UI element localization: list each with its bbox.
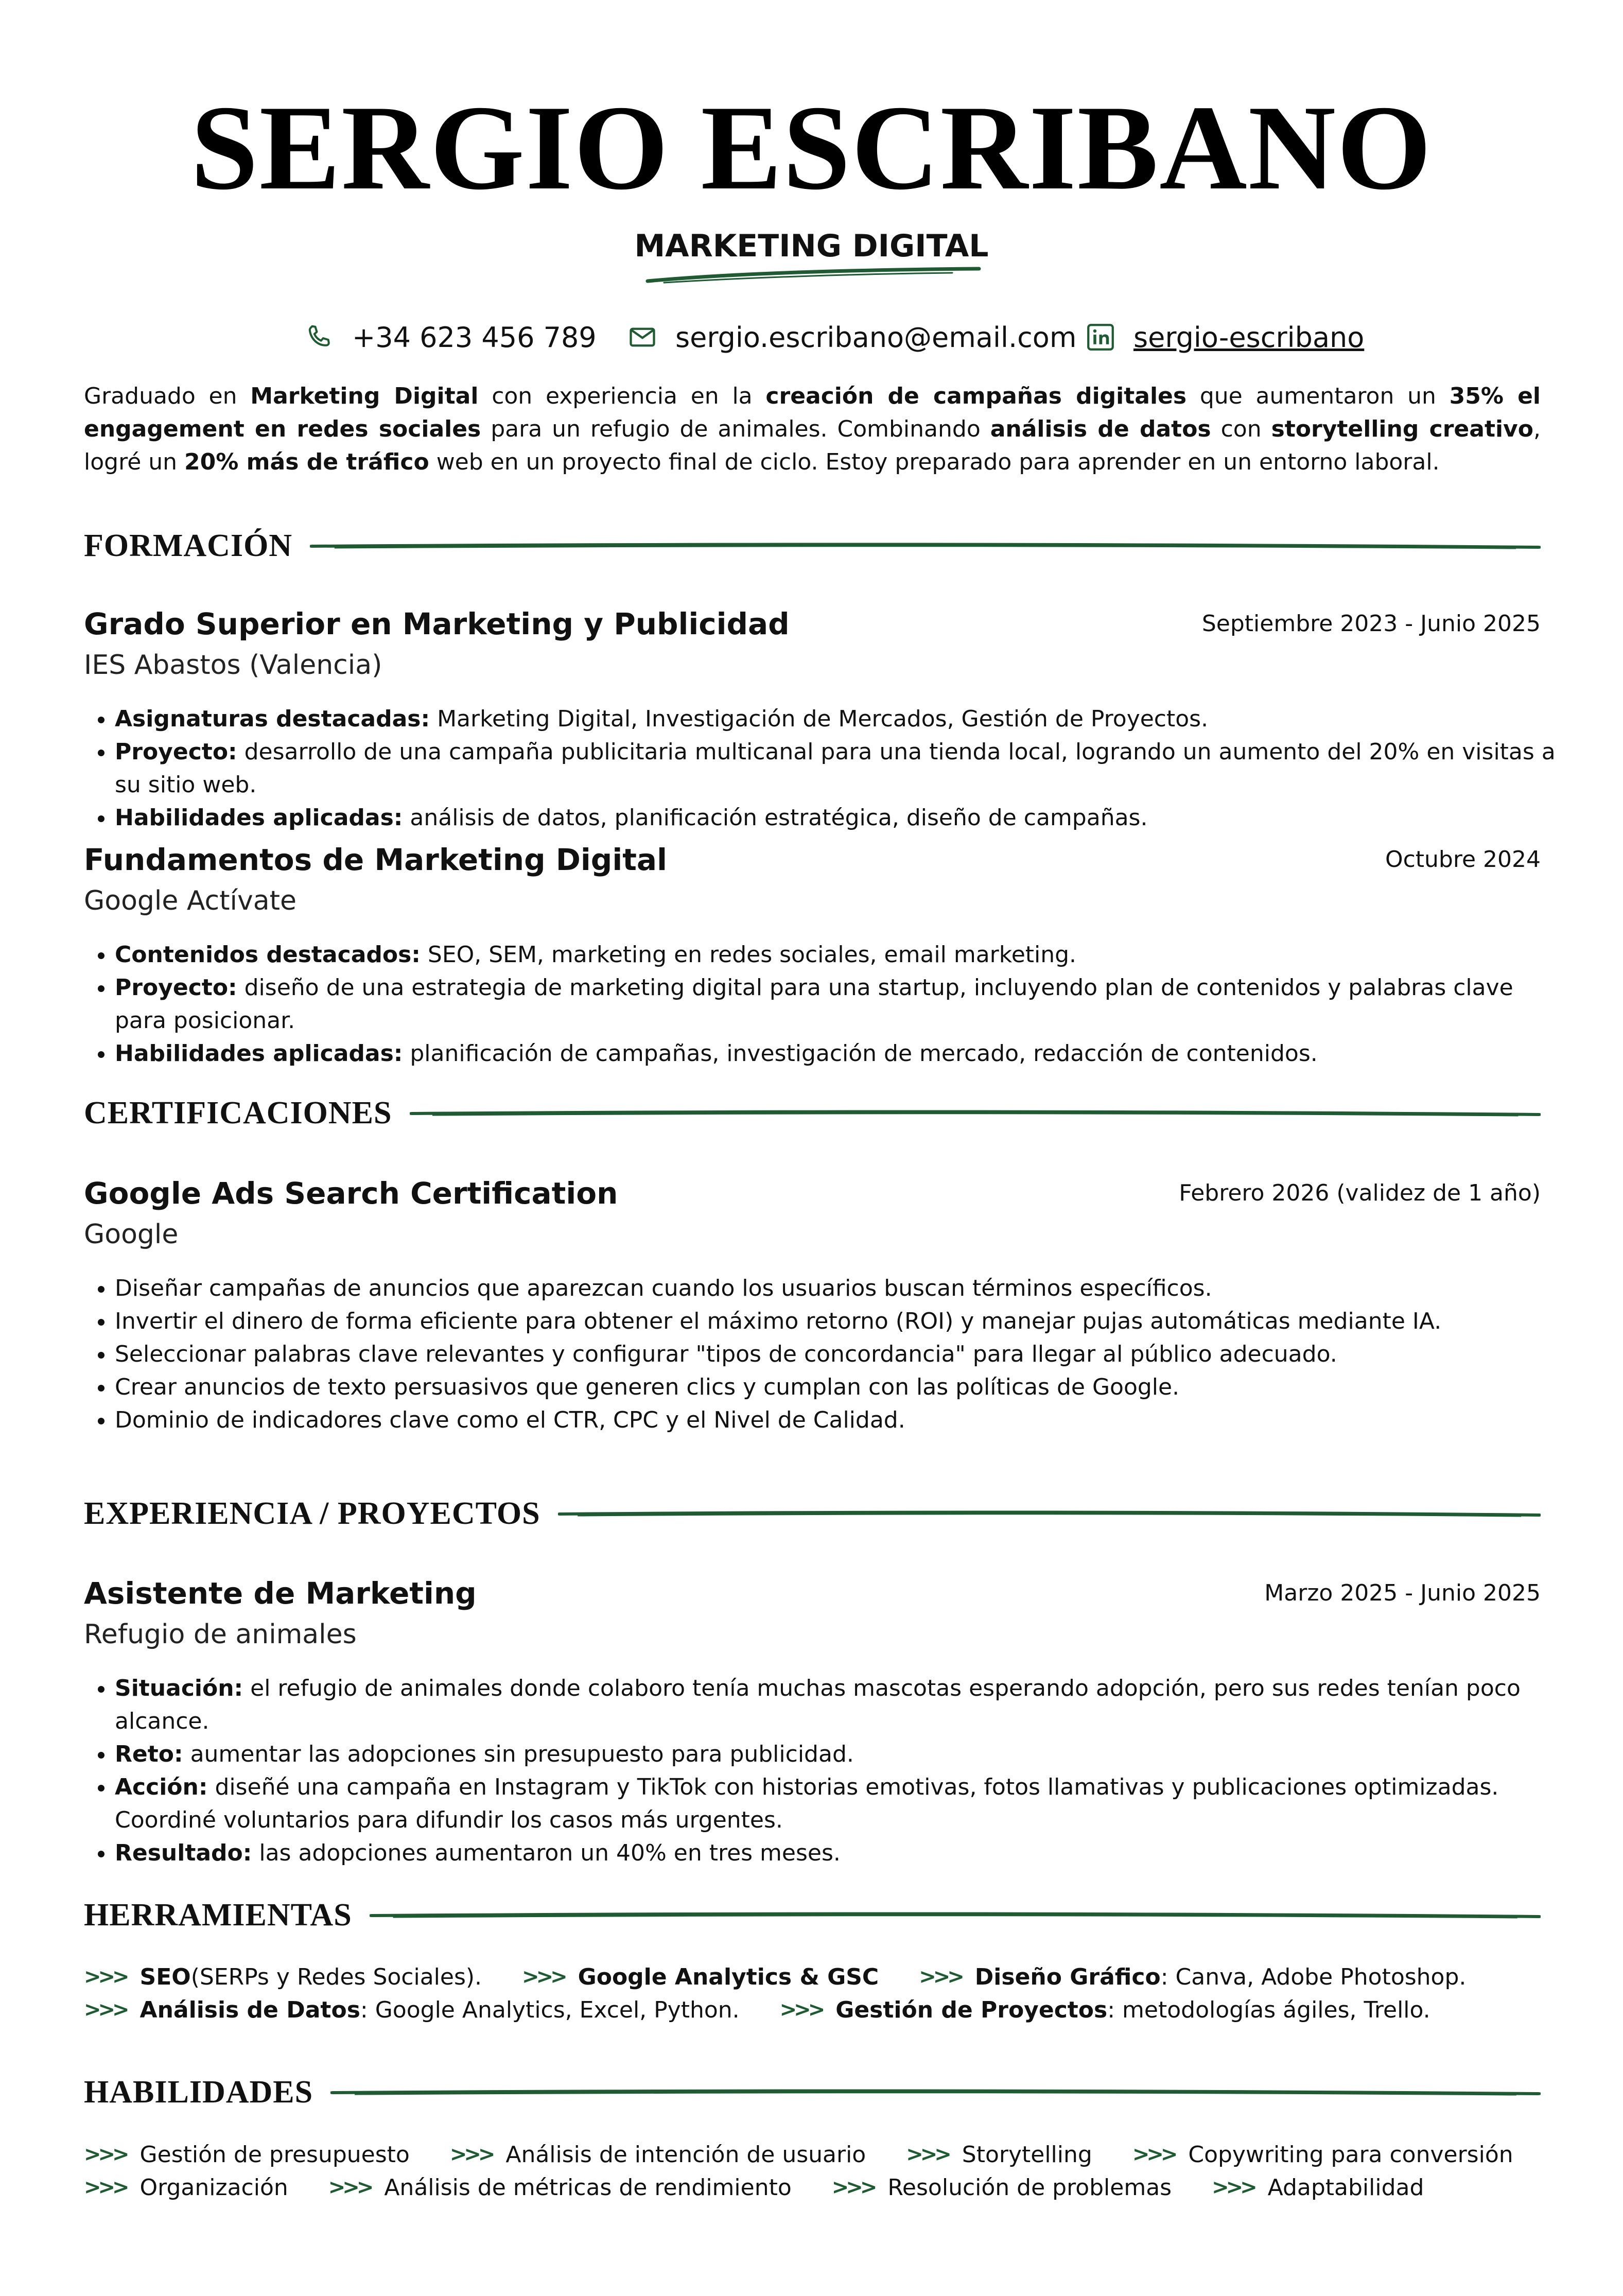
list-item: • Crear anuncios de texto persuasivos que generen clics y cumplan con las políticas de Google. xyxy=(115,1371,1572,1404)
section-herramientas xyxy=(84,1889,1541,1941)
entry-bullets xyxy=(84,938,1572,1070)
tool-item: >>> Gestión de Proyectos : metodologías ágiles, Trello. xyxy=(779,1996,1430,2023)
chevron-right-icon: >>> xyxy=(1212,2176,1254,2199)
role-underline xyxy=(643,266,983,286)
linkedin-link[interactable]: sergio-escribano xyxy=(1133,321,1365,354)
list-item: • Invertir el dinero de forma eficiente para obtener el máximo retorno (ROI) y manejar pujas automáticas mediante IA. xyxy=(115,1305,1572,1338)
brush-divider xyxy=(310,538,1541,553)
section-formacion xyxy=(84,520,1541,571)
entry-title: Google Ads Search Certification xyxy=(84,1176,618,1211)
list-item: • Acción: diseñé una campaña en Instagram y TikTok con historias emotivas, fotos llamativas y publicaciones optimizadas. Coordiné voluntarios para difundir los casos más urgentes. xyxy=(115,1771,1572,1837)
chevron-right-icon: >>> xyxy=(919,1965,962,1989)
section-certificaciones xyxy=(84,1087,1541,1139)
entry-title: Asistente de Marketing xyxy=(84,1576,477,1611)
entry-date: Septiembre 2023 - Junio 2025 xyxy=(1201,611,1541,637)
chevron-right-icon: >>> xyxy=(522,1965,565,1989)
contact-linkedin[interactable] xyxy=(1085,314,1364,360)
entry-date: Marzo 2025 - Junio 2025 xyxy=(1264,1580,1541,1606)
chevron-right-icon: >>> xyxy=(328,2176,371,2199)
section-habilidades xyxy=(84,2066,1541,2118)
entry-institution: Google Actívate xyxy=(84,885,297,916)
skill-item: >>> Adaptabilidad xyxy=(1212,2174,1424,2201)
skill-item: >>> Resolución de problemas xyxy=(831,2174,1172,2201)
contact-email[interactable] xyxy=(627,314,1076,360)
skill-item: >>> Copywriting para conversión xyxy=(1132,2141,1513,2168)
list-item: • Habilidades aplicadas: análisis de datos, planificación estratégica, diseño de campañas. xyxy=(115,802,1572,834)
email-text: sergio.escribano@email.com xyxy=(675,321,1077,354)
entry-bullets xyxy=(84,1672,1572,1870)
entry-date: Octubre 2024 xyxy=(1385,846,1541,873)
chevron-right-icon: >>> xyxy=(779,1998,823,2022)
chevron-right-icon: >>> xyxy=(84,1965,127,1989)
brush-divider xyxy=(330,2084,1541,2100)
tool-item: >>> Análisis de Datos : Google Analytics, Excel, Python. xyxy=(84,1996,740,2023)
section-title: EXPERIENCIA / PROYECTOS xyxy=(84,1495,540,1531)
linkedin-icon xyxy=(1085,321,1118,354)
entry-bullets xyxy=(84,1272,1572,1437)
entry-date: Febrero 2026 (validez de 1 año) xyxy=(1179,1180,1541,1206)
skill-item: >>> Análisis de métricas de rendimiento xyxy=(328,2174,792,2201)
chevron-right-icon: >>> xyxy=(449,2143,493,2166)
section-title: FORMACIÓN xyxy=(84,528,293,563)
brush-divider xyxy=(370,1907,1541,1923)
chevron-right-icon: >>> xyxy=(84,2143,127,2166)
tools-row xyxy=(84,1960,1506,1993)
skills-row xyxy=(84,2171,1464,2204)
chevron-right-icon: >>> xyxy=(1132,2143,1175,2166)
candidate-name: SERGIO ESCRIBANO xyxy=(190,81,1433,215)
tool-item: >>> Google Analytics & GSC xyxy=(522,1963,879,1990)
chevron-right-icon: >>> xyxy=(84,2176,127,2199)
section-title: HABILIDADES xyxy=(84,2074,313,2110)
list-item: • Proyecto: diseño de una estrategia de marketing digital para una startup, incluyendo plan de contenidos y palabras clave para posicionar. xyxy=(115,971,1572,1037)
list-item: • Proyecto: desarrollo de una campaña publicitaria multicanal para una tienda local, logrando un aumento del 20% en visitas a su sitio web. xyxy=(115,736,1572,802)
list-item: • Contenidos destacados: SEO, SEM, marketing en redes sociales, email marketing. xyxy=(115,938,1572,971)
chevron-right-icon: >>> xyxy=(831,2176,875,2199)
chevron-right-icon: >>> xyxy=(906,2143,949,2166)
profile-summary: Graduado en Marketing Digital con experiencia en la creación de campañas digitales que aumentaron un 35% el engagement en redes sociales para un refugio de animales. Combinando análisis de datos con storytelling creativo, logré un 20% más de tráfico web en un proyecto final de ciclo. Estoy preparado para aprender en un entorno laboral. xyxy=(84,383,1541,475)
list-item: • Diseñar campañas de anuncios que aparezcan cuando los usuarios buscan términos específicos. xyxy=(115,1272,1572,1305)
skill-item: >>> Organización xyxy=(84,2174,288,2201)
list-item: • Reto: aumentar las adopciones sin presupuesto para publicidad. xyxy=(115,1738,1572,1771)
list-item: • Habilidades aplicadas: planificación de campañas, investigación de mercado, redacción de contenidos. xyxy=(115,1037,1572,1070)
brush-divider xyxy=(410,1105,1541,1121)
contact-phone[interactable] xyxy=(304,314,597,360)
entry-title: Fundamentos de Marketing Digital xyxy=(84,842,667,877)
list-item: • Resultado: las adopciones aumentaron un 40% en tres meses. xyxy=(115,1837,1572,1870)
entry-institution: Refugio de animales xyxy=(84,1619,357,1650)
skills-row xyxy=(84,2138,1554,2171)
chevron-right-icon: >>> xyxy=(84,1998,127,2022)
entry-institution: IES Abastos (Valencia) xyxy=(84,650,382,681)
skill-item: >>> Gestión de presupuesto xyxy=(84,2141,410,2168)
phone-text: +34 623 456 789 xyxy=(352,321,597,354)
section-title: HERRAMIENTAS xyxy=(84,1897,352,1933)
mail-icon xyxy=(627,321,660,354)
brush-divider xyxy=(558,1506,1541,1521)
phone-icon xyxy=(304,321,337,354)
section-experiencia xyxy=(84,1488,1541,1539)
tool-item: >>> SEO (SERPs y Redes Sociales). xyxy=(84,1963,482,1990)
list-item: • Situación: el refugio de animales donde colaboro tenía muchas mascotas esperando adopción, pero sus redes tenían poco alcance. xyxy=(115,1672,1572,1738)
entry-bullets xyxy=(84,703,1572,834)
job-role: MARKETING DIGITAL xyxy=(634,228,989,264)
skill-item: >>> Análisis de intención de usuario xyxy=(449,2141,866,2168)
entry-title: Grado Superior en Marketing y Publicidad xyxy=(84,606,790,641)
entry-institution: Google xyxy=(84,1219,179,1250)
list-item: • Asignaturas destacadas: Marketing Digital, Investigación de Mercados, Gestión de Proyectos. xyxy=(115,703,1572,736)
list-item: • Dominio de indicadores clave como el CTR, CPC y el Nivel de Calidad. xyxy=(115,1404,1572,1437)
list-item: • Seleccionar palabras clave relevantes y configurar "tipos de concordancia" para llegar al público adecuado. xyxy=(115,1338,1572,1371)
tool-item: >>> Diseño Gráfico : Canva, Adobe Photoshop. xyxy=(919,1963,1467,1990)
tools-row xyxy=(84,1993,1471,2026)
skill-item: >>> Storytelling xyxy=(906,2141,1092,2168)
section-title: CERTIFICACIONES xyxy=(84,1095,392,1130)
